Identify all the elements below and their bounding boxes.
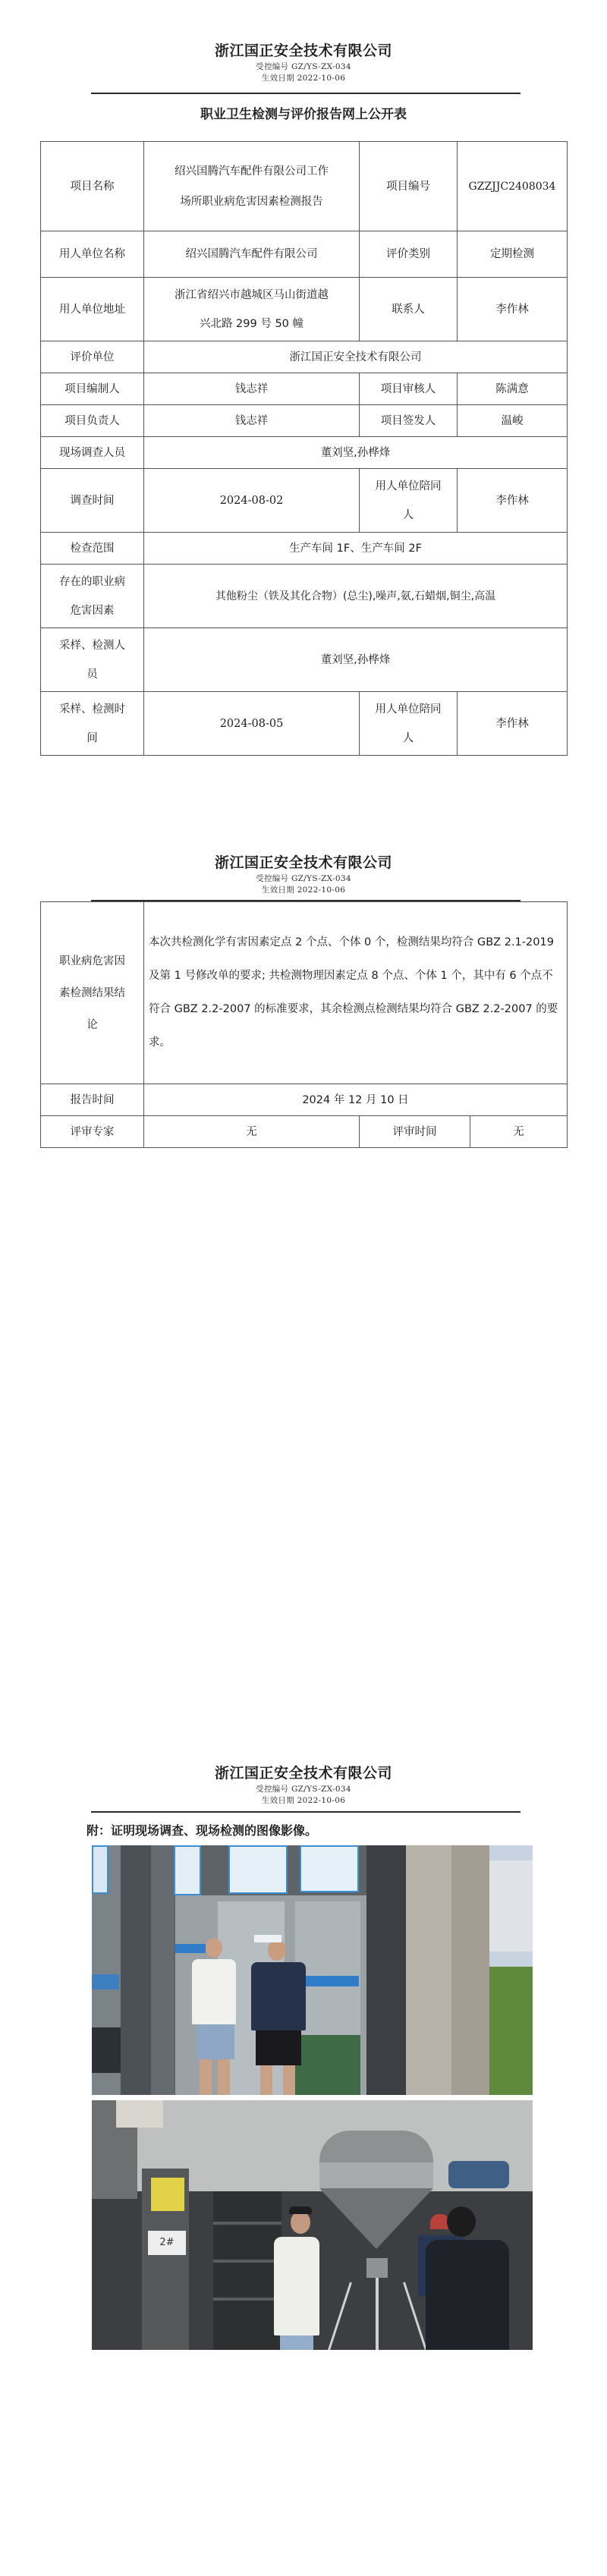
employer-name-label: 用人单位名称 [41, 231, 144, 278]
sampling-time-label-line1: 采样、检测时 [59, 703, 125, 716]
table-row [41, 142, 568, 231]
project-no-value: GZZJJC2408034 [458, 142, 568, 231]
accompany2-label-line1: 用人单位陪同 [375, 703, 442, 716]
table-row [41, 341, 568, 373]
compiler-label: 项目编制人 [41, 373, 144, 405]
review-time-value: 无 [470, 1116, 568, 1148]
sampling-time-label [41, 692, 144, 756]
company-name: 浙江国正安全技术有限公司 [214, 42, 392, 59]
survey-staff-value: 董刘坚,孙桦烽 [144, 437, 568, 469]
accompany2-label-line2: 人 [402, 731, 414, 744]
compiler-value: 钱志祥 [144, 373, 360, 405]
expert-label: 评审专家 [41, 1116, 144, 1148]
hazards-value: 其他粉尘（铁及其化合物）(总尘),噪声,氨,石蜡烟,铜尘,高温 [144, 565, 568, 628]
accompany2-value: 李作林 [458, 692, 568, 756]
conclusion-text: 本次共检测化学有害因素定点 2 个点、个体 0 个，检测结果均符合 GBZ 2.1-2019 及第 1 号修改单的要求; 共检测物理因素定点 8 个点、个体 1 个，其中有 6 个点不符合 GBZ 2.2-2007 的标准要求，其余检测点检测结果均符合 GBZ 2.2-2007 的要求。 [144, 902, 568, 1084]
scope-label: 检查范围 [41, 533, 144, 565]
reviewer-label: 项目审核人 [360, 373, 458, 405]
sampling-staff-value: 董刘坚,孙桦烽 [144, 628, 568, 692]
table-row [41, 373, 568, 405]
table-row [41, 1116, 568, 1148]
effective-date: 生效日期 2022-10-06 [261, 1796, 346, 1805]
survey-time-label: 调查时间 [41, 469, 144, 533]
sampling-time-label-line2: 间 [86, 731, 98, 744]
table-row [41, 533, 568, 565]
table-row [41, 278, 568, 341]
employer-address-line1: 浙江省绍兴市越城区马山街道越 [175, 288, 329, 301]
control-number: 受控编号 GZ/YS-ZX-034 [256, 874, 351, 883]
contact-label: 联系人 [360, 278, 458, 341]
sampling-staff-label-line1: 采样、检测人 [59, 639, 125, 652]
control-number: 受控编号 GZ/YS-ZX-034 [256, 1785, 351, 1794]
conclusion-label-line3: 论 [86, 1018, 98, 1031]
accompany-label [360, 469, 458, 533]
table-row [41, 469, 568, 533]
leader-value: 钱志祥 [144, 405, 360, 437]
page2-header [0, 854, 607, 896]
sampling-staff-label [41, 628, 144, 692]
company-name: 浙江国正安全技术有限公司 [214, 1765, 392, 1782]
report-time-value: 2024 年 12 月 10 日 [144, 1084, 568, 1116]
survey-staff-label: 现场调查人员 [41, 437, 144, 469]
mixer-number-sign: 2# [148, 2231, 186, 2255]
header-divider [91, 93, 521, 94]
reviewer-value: 陈满意 [458, 373, 568, 405]
project-name-line1: 绍兴国腾汽车配件有限公司工作 [175, 165, 329, 178]
table-row [41, 437, 568, 469]
control-number: 受控编号 GZ/YS-ZX-034 [256, 62, 351, 71]
employer-address-label: 用人单位地址 [41, 278, 144, 341]
employer-name-value: 绍兴国腾汽车配件有限公司 [144, 231, 360, 278]
page1-header [0, 42, 607, 84]
effective-date: 生效日期 2022-10-06 [261, 74, 346, 83]
hazards-label [41, 565, 144, 628]
conclusion-label-line2: 素检测结果结 [59, 986, 125, 999]
form-title: 职业卫生检测与评价报告网上公开表 [200, 107, 407, 122]
hazards-label-line1: 存在的职业病 [59, 575, 125, 588]
sampling-staff-label-line2: 员 [86, 668, 98, 681]
accompany-label-line2: 人 [402, 508, 414, 521]
eval-unit-value: 浙江国正安全技术有限公司 [144, 341, 568, 373]
conclusion-label [41, 902, 144, 1084]
table-row [41, 692, 568, 756]
site-survey-photo [92, 1845, 533, 2095]
accompany-value: 李作林 [458, 469, 568, 533]
eval-type-value: 定期检测 [458, 231, 568, 278]
page3-header [0, 1765, 607, 1807]
attachment-note: 附：证明现场调查、现场检测的图像影像。 [86, 1823, 318, 1838]
table-row [41, 1084, 568, 1116]
project-name-label: 项目名称 [41, 142, 144, 231]
project-name-value [144, 142, 360, 231]
survey-time-value: 2024-08-02 [144, 469, 360, 533]
company-name: 浙江国正安全技术有限公司 [214, 854, 392, 871]
header-divider [91, 1811, 521, 1813]
accompany2-label [360, 692, 458, 756]
review-time-label: 评审时间 [360, 1116, 470, 1148]
expert-value: 无 [144, 1116, 360, 1148]
table-row [41, 628, 568, 692]
effective-date: 生效日期 2022-10-06 [261, 885, 346, 895]
leader-label: 项目负责人 [41, 405, 144, 437]
report-table-page2 [40, 901, 568, 1148]
site-sampling-photo [92, 2100, 533, 2350]
conclusion-label-line1: 职业病危害因 [59, 955, 125, 967]
report-time-label: 报告时间 [41, 1084, 144, 1116]
eval-type-label: 评价类别 [360, 231, 458, 278]
table-row [41, 231, 568, 278]
scope-value: 生产车间 1F、生产车间 2F [144, 533, 568, 565]
contact-value: 李作林 [458, 278, 568, 341]
sampling-time-value: 2024-08-05 [144, 692, 360, 756]
project-name-line2: 场所职业病危害因素检测报告 [180, 195, 323, 208]
eval-unit-label: 评价单位 [41, 341, 144, 373]
accompany-label-line1: 用人单位陪同 [375, 480, 442, 492]
employer-address-line2: 兴北路 299 号 50 幢 [199, 317, 304, 330]
table-row [41, 902, 568, 1084]
project-no-label: 项目编号 [360, 142, 458, 231]
issuer-value: 温峻 [458, 405, 568, 437]
hazards-label-line2: 危害因素 [70, 604, 115, 617]
table-row [41, 405, 568, 437]
report-table-page1 [40, 141, 568, 756]
issuer-label: 项目签发人 [360, 405, 458, 437]
table-row [41, 565, 568, 628]
employer-address-value [144, 278, 360, 341]
